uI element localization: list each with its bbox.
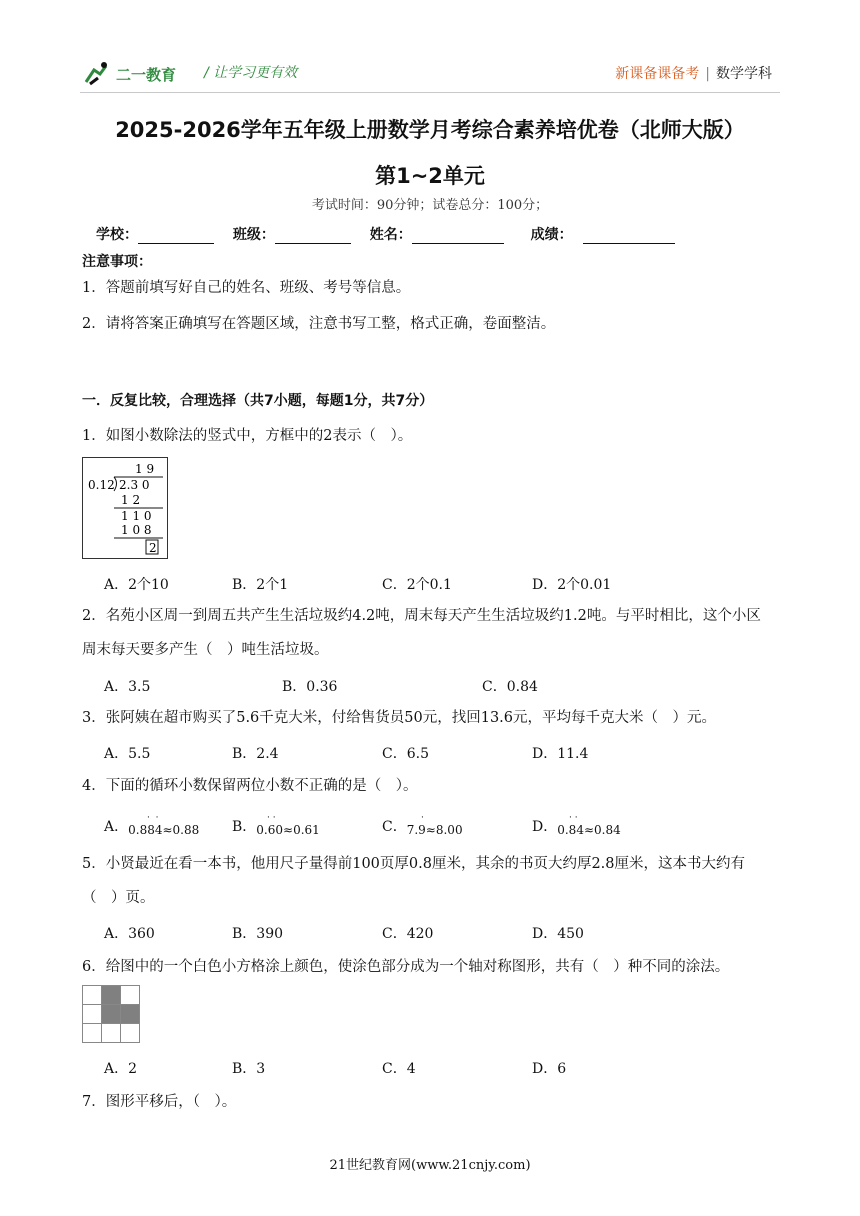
q4-option-b-expr: 0.60≈0.61 (256, 823, 320, 837)
q6-option-b[interactable]: B．3 (232, 1061, 266, 1077)
division-step1: 1 2 (121, 493, 141, 507)
division-divisor: 0.12 (88, 478, 115, 492)
q3-option-c[interactable]: C．6.5 (382, 746, 429, 762)
field-class: 班级： (232, 227, 275, 243)
q2-option-b[interactable]: B．0.36 (282, 679, 338, 695)
field-name: 姓名： (369, 227, 412, 243)
name-blank[interactable] (412, 229, 504, 244)
logo (82, 60, 192, 88)
header-divider (80, 92, 780, 93)
class-blank[interactable] (275, 229, 351, 244)
q6-option-c[interactable]: C．4 (382, 1061, 416, 1077)
question-6-stem: 6．给图中的一个白色小方格涂上颜色，使涂色部分成为一个轴对称图形，共有（ ）种不同的涂法。 (82, 959, 730, 975)
shaded-cell (102, 1005, 121, 1024)
slogan: / 让学习更有效 (204, 65, 298, 81)
question-3-stem: 3．张阿姨在超市购买了5.6千克大米，付给售货员50元，找回13.6元，平均每千克大米（ ）元。 (82, 710, 717, 726)
q4-option-d-label: D． (532, 819, 558, 835)
school-blank[interactable] (138, 229, 214, 244)
field-score: 成绩： (530, 227, 573, 243)
notice-heading: 注意事项： (82, 254, 152, 270)
student-fields (96, 224, 689, 244)
recurring-dot: · · (267, 813, 276, 823)
question-7-stem: 7．图形平移后，（ ）。 (82, 1094, 237, 1110)
q2-option-a[interactable]: A．3.5 (104, 679, 151, 695)
runner-logo-icon (82, 60, 192, 88)
question-4-stem: 4．下面的循环小数保留两位小数不正确的是（ ）。 (82, 778, 418, 794)
section-heading: 一．反复比较，合理选择（共7小题，每题1分，共7分） (82, 393, 434, 409)
division-step2: 1 1 0 (121, 509, 152, 523)
page-footer: 21世纪教育网(www.21cnjy.com) (329, 1158, 531, 1173)
exam-meta: 考试时间：90分钟；试卷总分：100分； (311, 198, 549, 213)
q4-option-c-expr: 7.9≈8.00 (406, 823, 463, 837)
division-remainder: 2 (149, 541, 157, 555)
division-dividend: 2.3 0 (119, 478, 150, 492)
page-title: 2025-2026学年五年级上册数学月考综合素养培优卷（北师大版） (115, 118, 745, 142)
long-division-figure (82, 457, 168, 559)
grid-figure (82, 985, 142, 1047)
shaded-cell (102, 986, 121, 1005)
header-sep: | (705, 66, 710, 82)
q1-option-d[interactable]: D．2个0.01 (532, 577, 612, 593)
q1-option-b[interactable]: B．2个1 (232, 577, 289, 593)
q5-option-d[interactable]: D．450 (532, 926, 584, 942)
question-2-stem-cont: 周末每天要多产生（ ）吨生活垃圾。 (82, 642, 329, 658)
question-5-stem-cont: （ ）页。 (82, 890, 155, 906)
q1-option-c[interactable]: C．2个0.1 (382, 577, 452, 593)
q5-option-b[interactable]: B．390 (232, 926, 284, 942)
notice-item: 2．请将答案正确填写在答题区域，注意书写工整，格式正确，卷面整洁。 (82, 316, 556, 332)
q1-option-a[interactable]: A．2个10 (104, 577, 169, 593)
q5-option-c[interactable]: C．420 (382, 926, 434, 942)
recurring-dot: · (421, 813, 424, 823)
field-school: 学校： (96, 227, 138, 243)
notice-item: 1．答题前填写好自己的姓名、班级、考号等信息。 (82, 280, 411, 296)
header-right (615, 63, 772, 83)
q3-option-b[interactable]: B．2.4 (232, 746, 279, 762)
recurring-dot: · · (569, 813, 578, 823)
q6-option-d[interactable]: D．6 (532, 1061, 567, 1077)
q6-option-a[interactable]: A．2 (104, 1061, 138, 1077)
score-blank[interactable] (583, 229, 675, 244)
header-primary: 新课备课备考 (615, 66, 700, 82)
page-subtitle: 第1~2单元 (375, 164, 485, 188)
question-5-stem: 5．小贤最近在看一本书，他用尺子量得前100页厚0.8厘米，其余的书页大约厚2.8厘米，这本书大约有 (82, 856, 746, 872)
q2-option-c[interactable]: C．0.84 (482, 679, 538, 695)
header-secondary: 数学学科 (716, 66, 772, 82)
division-step3: 1 0 8 (121, 523, 152, 537)
question-1-stem: 1．如图小数除法的竖式中，方框中的2表示（ ）。 (82, 428, 413, 444)
shaded-cell (121, 1005, 140, 1024)
q4-option-a-expr: 0.884≈0.88 (128, 823, 200, 837)
question-2-stem: 2．名苑小区周一到周五共产生生活垃圾约4.2吨，周末每天产生生活垃圾约1.2吨。与平时相比，这个小区 (82, 608, 761, 624)
q4-option-c-label: C． (382, 819, 407, 835)
q3-option-d[interactable]: D．11.4 (532, 746, 589, 762)
q3-option-a[interactable]: A．5.5 (104, 746, 151, 762)
q4-option-a-label: A． (104, 819, 129, 835)
recurring-dot: · · (147, 813, 159, 823)
logo-text: 二一教育 (116, 66, 177, 84)
q4-option-d-expr: 0.84≈0.84 (557, 823, 621, 837)
q5-option-a[interactable]: A．360 (104, 926, 155, 942)
division-quotient: 1 9 (135, 462, 155, 476)
q4-option-b-label: B． (232, 819, 257, 835)
